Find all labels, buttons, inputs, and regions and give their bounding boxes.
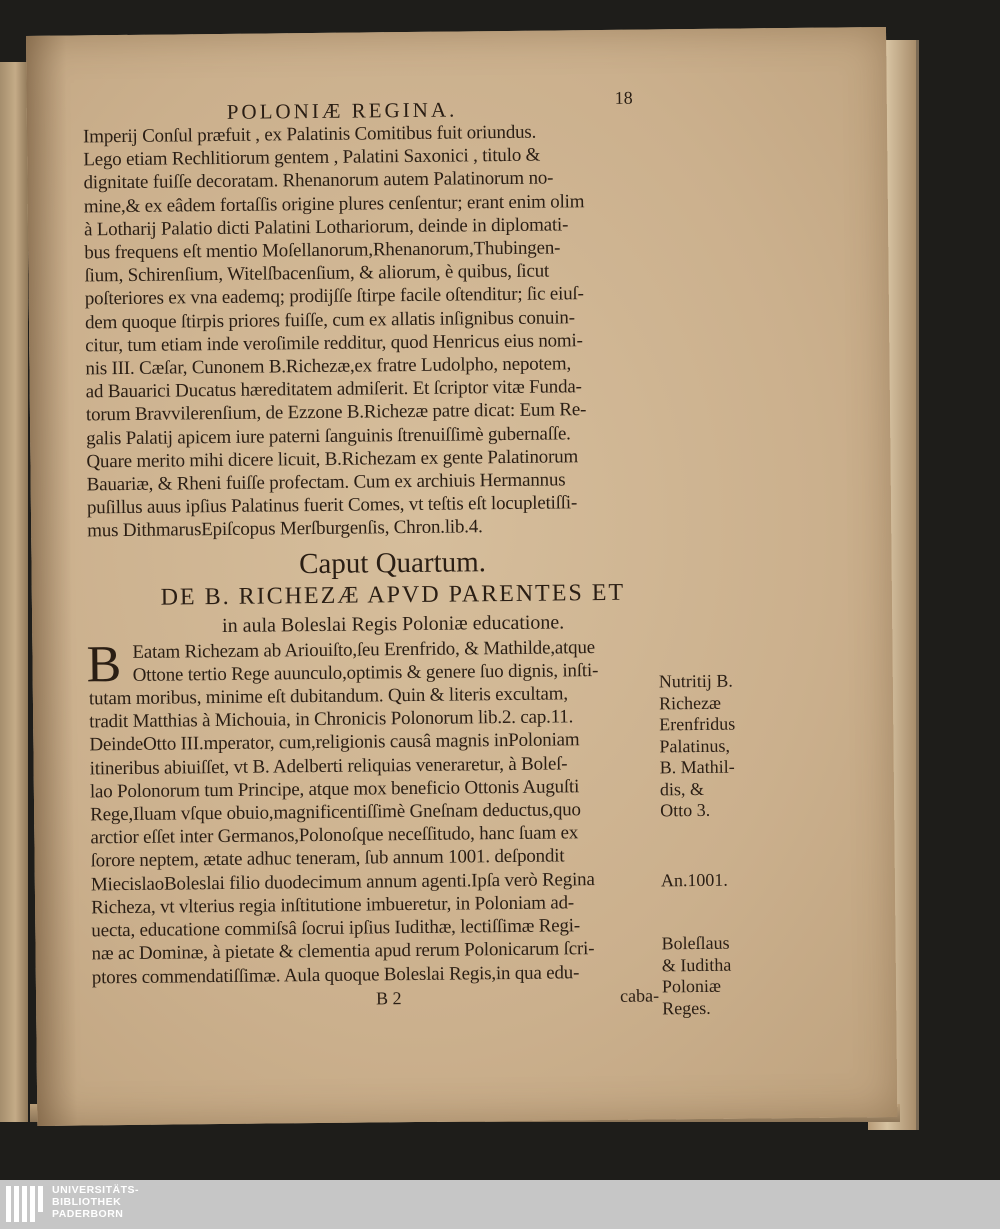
- note-line: Reges.: [662, 997, 711, 1018]
- library-line: UNIVERSITÄTS-: [52, 1184, 140, 1196]
- text-line: torum Bravvilerenſium, de Ezzone B.Richezæ patre dicat: Eum Re-: [85, 399, 587, 426]
- text-line: Eatam Richezam ab Ariouiſto,ſeu Erenfrido, & Mathilde,atque: [132, 636, 596, 663]
- note-line: dis, &: [659, 778, 705, 799]
- catchword: caba-: [619, 985, 660, 1006]
- text-line: ſium, Schirenſium, Witelſbacenſium, & aliorum, è quibus, ſicut: [84, 260, 550, 287]
- library-line: PADERBORN: [52, 1208, 124, 1220]
- text-line: itineribus abiuiſſet, vt B. Adelberti reliquias veneraretur, à Boleſ-: [89, 753, 568, 780]
- text-line: poſteriores ex vna eademq; prodijſſe ſtirpe facile oſtenditur; ſic eiuſ-: [84, 283, 584, 310]
- running-head: [83, 87, 693, 125]
- running-title: POLONIÆ REGINA.: [226, 97, 458, 124]
- page-footer: [92, 985, 702, 1017]
- text-line: næ ac Dominæ, à pietate & clementia apud rerum Polonicarum ſcri-: [91, 938, 595, 965]
- drop-cap: B: [86, 635, 122, 694]
- text-line: MiecislaoBoleslai filio duodecimum annum agenti.Ipſa verò Regina: [90, 868, 595, 896]
- note-line: Richezæ: [658, 692, 722, 713]
- text-line: tutam moribus, minime eſt dubitandum. Quin & literis excultam,: [88, 683, 568, 710]
- text-line: Ottone tertio Rege auunculo,optimis & genere ſuo dignis, inſti-: [132, 659, 599, 686]
- chapter-title: Caput Quartum.: [298, 545, 487, 580]
- margin-note: [661, 869, 771, 892]
- text-line: mus DithmarusEpiſcopus Merſburgenſis, Chron.lib.4.: [87, 516, 483, 542]
- text-line: Lego etiam Rechlitiorum gentem , Palatini Saxonici , titulo &: [83, 144, 541, 171]
- text-line: tradit Matthias à Michouia, in Chronicis Polonorum lib.2. cap.11.: [89, 706, 574, 733]
- note-line: & Iuditha: [661, 954, 732, 975]
- note-line: Boleſlaus: [661, 932, 730, 954]
- text-line: ptores commendatiſſimæ. Aula quoque Boleslai Regis,in qua edu-: [91, 961, 580, 988]
- text-line: nis III. Cæſar, Cunonem B.Richezæ,ex fratre Ludolpho, nepotem,: [85, 353, 572, 380]
- text-line: citur, tum etiam inde veroſimile redditur, quod Henricus eius nomi-: [85, 330, 583, 357]
- text-line: Rege,Iluam vſque obuio,magnificentiſſimè Gneſnam deductus,quo: [90, 799, 581, 826]
- page-number: 18: [614, 87, 633, 108]
- note-line: Nutritij B.: [658, 670, 733, 692]
- note-line: Otto 3.: [660, 799, 711, 821]
- body-paragraph: [83, 119, 697, 543]
- text-line: galis Palatij apicem iure paterni ſanguinis ſtrenuiſſimè gubernaſſe.: [86, 422, 571, 450]
- chapter-subheading: in aula Boleslai Regis Poloniæ educatione.: [221, 611, 565, 637]
- note-line: Palatinus,: [659, 735, 731, 756]
- margin-note: [661, 932, 772, 1019]
- text-line: à Lotharij Palatio dicti Palatini Lothariorum, deinde in diplomati-: [83, 214, 569, 241]
- library-logo-icon: [6, 1186, 46, 1224]
- margin-notes: [659, 670, 773, 1019]
- text-line: bus frequens eſt mentio Moſellanorum,Rhenanorum,Thubingen-: [84, 237, 561, 264]
- left-page-edge: [0, 62, 28, 1122]
- note-line: An.1001.: [660, 869, 728, 890]
- book-page: [26, 27, 897, 1126]
- chapter-paragraph: [88, 635, 702, 989]
- note-line: B. Mathil-: [659, 756, 735, 778]
- text-line: DeindeOtto III.mperator, cum,religionis causâ magnis inPoloniam: [89, 729, 580, 756]
- text-line: uecta, educatione commiſsâ ſocrui ipſius Iudithæ, lectiſſimæ Regi-: [91, 915, 581, 942]
- text-line: ad Bauarici Ducatus hæreditatem admiſerit. Et ſcriptor vitæ Funda-: [85, 376, 582, 403]
- text-line: dem quoque ſtirpis priores fuiſſe, cum ex allatis inſignibus conuin-: [84, 306, 575, 334]
- library-line: BIBLIOTHEK: [52, 1196, 122, 1208]
- text-line: arctior eſſet inter Germanos,Polonoſque neceſſitudo, hanc ſuam ex: [90, 822, 579, 849]
- chapter-heading: DE B. RICHEZÆ APVD PARENTES ET: [160, 579, 626, 611]
- note-line: Poloniæ: [661, 975, 722, 997]
- note-line: Erenfridus: [659, 713, 736, 735]
- library-footer-bar: [0, 1180, 1000, 1229]
- signature-mark: B 2: [375, 987, 402, 1009]
- text-line: lao Polonorum tum Principe, atque mox beneficio Ottonis Auguſti: [89, 776, 580, 803]
- text-line: dignitate fuiſſe decoratam. Rhenanorum autem Palatinorum no-: [83, 167, 554, 194]
- library-name: [52, 1184, 139, 1220]
- text-line: puſillus auus ipſius Palatinus fuerit Comes, vt teſtis eſt locupletiſſi-: [86, 492, 578, 519]
- text-line: Richeza, vt vlterius regia inſtitutione imbueretur, in Poloniam ad-: [91, 892, 575, 919]
- text-line: ſorore neptem, ætate adhuc teneram, ſub annum 1001. deſpondit: [90, 845, 565, 872]
- margin-note: [659, 670, 771, 822]
- text-block: [83, 87, 703, 1017]
- text-line: Imperij Conſul præfuit , ex Palatinis Comitibus fuit oriundus.: [82, 121, 537, 148]
- text-line: mine,& ex eâdem fortaſſis origine plures cenſentur; erant enim olim: [83, 190, 585, 218]
- text-line: Quare merito mihi dicere licuit, B.Richezam ex gente Palatinorum: [86, 446, 579, 473]
- text-line: Bauariæ, & Rheni fuiſſe profectam. Cum ex archiuis Hermannus: [86, 469, 566, 496]
